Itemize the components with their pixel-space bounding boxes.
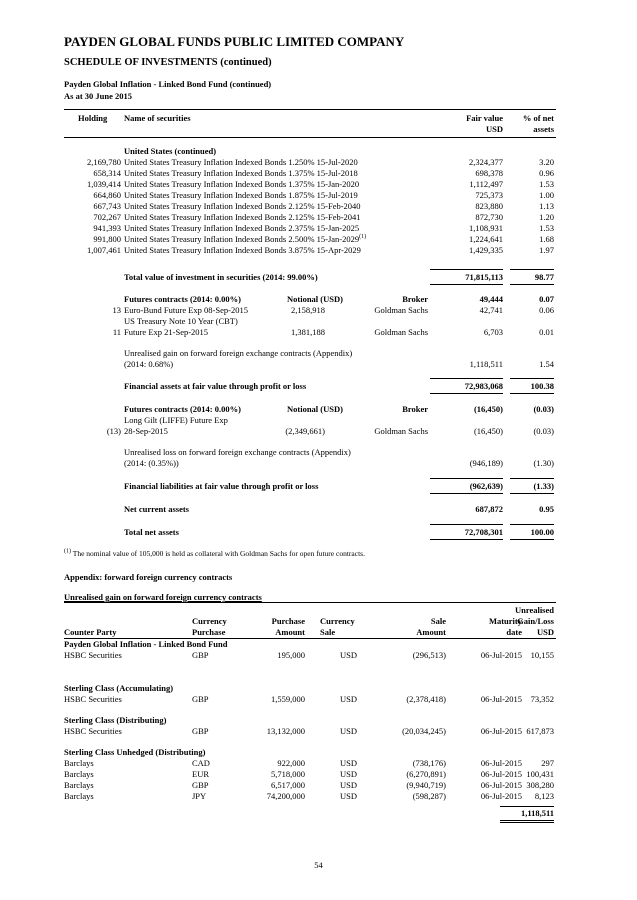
fair-value: (16,450) (473, 426, 503, 436)
fair-value: 2,324,377 (469, 157, 503, 167)
maturity-date: 06-Jul-2015 (480, 791, 522, 801)
hdr-gain-3: USD (536, 627, 554, 637)
unrealised-gain-line1: Unrealised gain on forward foreign exchange contracts (Appendix) (124, 348, 353, 358)
header-rule-top (64, 109, 556, 110)
pct-net-assets: 1.20 (539, 212, 554, 222)
net-current-label: Net current assets (124, 504, 189, 514)
fair-value: 872,730 (475, 212, 503, 222)
rule (500, 822, 554, 823)
security-name: United States Treasury Inflation Indexed Bonds 1.375% 15-Jul-2018 (124, 168, 358, 178)
broker-name: Goldman Sachs (374, 327, 428, 337)
fair-value: 1,108,931 (469, 223, 503, 233)
pct-net-assets: 0.06 (539, 305, 554, 315)
sale-amount: (2,378,418) (406, 694, 446, 704)
net-current-fv: 687,872 (475, 504, 503, 514)
security-name: United States Treasury Inflation Indexed Bonds 2.125% 15-Feb-2040 (124, 201, 361, 211)
unrealised-gain-pct: 1.54 (539, 359, 554, 369)
col-fair-value-unit: USD (485, 124, 503, 134)
maturity-date: 06-Jul-2015 (480, 726, 522, 736)
footnote-text: The nominal value of 105,000 is held as collateral with Goldman Sachs for open future contracts. (71, 549, 365, 558)
currency-sale: USD (340, 650, 358, 660)
broker-name: Goldman Sachs (374, 426, 428, 436)
maturity-date: 06-Jul-2015 (480, 780, 522, 790)
security-name: United States Treasury Inflation Indexed Bonds 1.875% 15-Jul-2019 (124, 190, 358, 200)
total-investment-label: Total value of investment in securities (2014: 99.00%) (124, 272, 318, 282)
fair-value: 42,741 (479, 305, 503, 315)
maturity-date: 06-Jul-2015 (480, 650, 522, 660)
group-title: Sterling Class (Distributing) (64, 715, 167, 725)
rule (510, 284, 554, 285)
sale-amount: (9,940,719) (406, 780, 446, 790)
fair-value: 1,429,335 (469, 245, 503, 255)
hdr-sale-amount-2: Amount (416, 627, 446, 637)
counterparty: HSBC Securities (64, 694, 122, 704)
rule (510, 493, 554, 494)
currency-sale: USD (340, 758, 358, 768)
currency-purchase: GBP (192, 694, 209, 704)
broker-name: Goldman Sachs (374, 305, 428, 315)
futures-assets-pct: 0.07 (539, 294, 554, 304)
rule (430, 539, 503, 540)
rule (430, 269, 503, 270)
purchase-amount: 6,517,000 (271, 780, 305, 790)
maturity-date: 06-Jul-2015 (480, 694, 522, 704)
pct-net-assets: 1.53 (539, 223, 554, 233)
rule (430, 393, 503, 394)
pct-net-assets: 1.53 (539, 179, 554, 189)
col-pct: % of net (522, 113, 554, 123)
financial-liabilities-label: Financial liabilities at fair value through profit or loss (124, 481, 319, 491)
sale-amount: (598,287) (412, 791, 446, 801)
rule (430, 524, 503, 525)
unrealised-gain: 297 (541, 758, 554, 768)
pct-net-assets: 1.68 (539, 234, 554, 244)
appendix-subtitle: Unrealised gain on forward foreign currency contracts (64, 592, 262, 602)
total-net-label: Total net assets (124, 527, 179, 537)
unrealised-gain: 617,873 (526, 726, 554, 736)
unrealised-gain: 100,431 (526, 769, 554, 779)
counterparty: Barclays (64, 780, 94, 790)
purchase-amount: 5,718,000 (271, 769, 305, 779)
fair-value: 725,373 (475, 190, 503, 200)
futures-liab-fv: (16,450) (473, 404, 503, 414)
rule (510, 478, 554, 479)
fair-value: 6,703 (483, 327, 503, 337)
purchase-amount: 13,132,000 (266, 726, 305, 736)
future-name: US Treasury Note 10 Year (CBT) (124, 316, 238, 326)
appendix-title: Appendix: forward foreign currency contracts (64, 572, 233, 582)
total-investment-fv: 71,815,113 (465, 272, 503, 282)
rule (430, 284, 503, 285)
sale-amount: (20,034,245) (402, 726, 446, 736)
currency-purchase: JPY (192, 791, 207, 801)
holding-value: 658,314 (93, 168, 121, 178)
as-at-date: As at 30 June 2015 (64, 91, 133, 101)
rule (430, 493, 503, 494)
hdr-maturity-2: date (506, 627, 522, 637)
col-fair-value: Fair value (466, 113, 503, 123)
fund-title: Payden Global Inflation - Linked Bond Fund (continued) (64, 79, 272, 89)
unrealised-loss-pct: (1.30) (533, 458, 554, 468)
maturity-date: 06-Jul-2015 (480, 758, 522, 768)
sale-amount: (296,513) (412, 650, 446, 660)
futures-liab-label: Futures contracts (2014: 0.00%) (124, 404, 241, 414)
unrealised-gain: 308,280 (526, 780, 554, 790)
col-name: Name of securities (124, 113, 191, 123)
unrealised-gain-fv: 1,118,511 (469, 359, 503, 369)
currency-purchase: EUR (192, 769, 209, 779)
hdr-cur-sale-1: Currency (320, 616, 355, 626)
futures-assets-fv: 49,444 (479, 294, 503, 304)
rule (510, 269, 554, 270)
group-title: Sterling Class (Accumulating) (64, 683, 174, 693)
hdr-cur-sale-2: Sale (320, 627, 336, 637)
pct-net-assets: 0.96 (539, 168, 554, 178)
sale-amount: (738,176) (412, 758, 446, 768)
financial-assets-label: Financial assets at fair value through profit or loss (124, 381, 307, 391)
unrealised-loss-line2: (2014: (0.35%)) (124, 458, 179, 468)
rule (510, 524, 554, 525)
holding-value: 2,169,780 (87, 157, 121, 167)
net-current-pct: 0.95 (539, 504, 554, 514)
unrealised-loss-fv: (946,189) (469, 458, 503, 468)
pct-net-assets: 1.13 (539, 201, 554, 211)
holding-value: 1,039,414 (87, 179, 121, 189)
rule (430, 378, 503, 379)
future-name: Future Exp 21-Sep-2015 (124, 327, 209, 337)
notional-value: 2,158,918 (291, 305, 325, 315)
security-name-with-note (124, 234, 366, 245)
pct-net-assets: 1.97 (539, 245, 554, 255)
counterparty: Barclays (64, 769, 94, 779)
hdr-gain-2: Gain/Loss (517, 616, 554, 626)
notional-value: 1,381,188 (291, 327, 325, 337)
unrealised-gain: 8,123 (534, 791, 554, 801)
security-name: United States Treasury Inflation Indexed Bonds 1.250% 15-Jul-2020 (124, 157, 358, 167)
futures-liab-broker-header: Broker (402, 404, 428, 414)
appendix-rule-top (64, 602, 556, 603)
future-name: Long Gilt (LIFFE) Future Exp (124, 415, 228, 425)
rule (500, 806, 554, 807)
hdr-cur-purchase-2: Purchase (192, 627, 226, 637)
currency-sale: USD (340, 769, 358, 779)
unrealised-gain: 73,352 (530, 694, 554, 704)
counterparty: HSBC Securities (64, 726, 122, 736)
futures-broker-header: Broker (402, 294, 428, 304)
futures-notional-header: Notional (USD) (287, 294, 343, 304)
future-name: Euro-Bund Future Exp 08-Sep-2015 (124, 305, 248, 315)
currency-purchase: GBP (192, 780, 209, 790)
financial-liabilities-pct: (1.33) (533, 481, 554, 491)
rule (510, 539, 554, 540)
rule (510, 393, 554, 394)
currency-purchase: GBP (192, 726, 209, 736)
pct-net-assets: (0.03) (533, 426, 554, 436)
fair-value: 823,880 (475, 201, 503, 211)
header-rule-bottom (64, 137, 556, 138)
financial-assets-pct: 100.38 (530, 381, 554, 391)
fair-value: 1,112,497 (469, 179, 503, 189)
currency-sale: USD (340, 791, 358, 801)
holding-value: 991,800 (93, 234, 121, 244)
total-net-fv: 72,708,301 (464, 527, 503, 537)
holding-value: 702,267 (93, 212, 121, 222)
pct-net-assets: 1.00 (539, 190, 554, 200)
purchase-amount: 74,200,000 (266, 791, 305, 801)
maturity-date: 06-Jul-2015 (480, 769, 522, 779)
currency-sale: USD (340, 694, 358, 704)
unrealised-loss-line1: Unrealised loss on forward foreign exchange contracts (Appendix) (124, 447, 351, 457)
footnote-ref: (1) (359, 234, 367, 241)
currency-sale: USD (340, 726, 358, 736)
purchase-amount: 1,559,000 (271, 694, 305, 704)
counterparty: Barclays (64, 791, 94, 801)
future-name: 28-Sep-2015 (124, 426, 168, 436)
counterparty: Barclays (64, 758, 94, 768)
futures-liab-pct: (0.03) (533, 404, 554, 414)
holding-value: 11 (112, 327, 121, 337)
purchase-amount: 922,000 (277, 758, 305, 768)
schedule-title: SCHEDULE OF INVESTMENTS (continued) (64, 57, 272, 68)
currency-purchase: GBP (192, 650, 209, 660)
holding-value: 1,007,461 (87, 245, 121, 255)
holding-value: (13) (106, 426, 121, 436)
group-title: Payden Global Inflation - Linked Bond Fund (64, 639, 228, 649)
holding-value: 664,860 (93, 190, 121, 200)
col-pct-unit: assets (533, 124, 554, 134)
fair-value: 1,224,641 (469, 234, 503, 244)
pct-net-assets: 0.01 (539, 327, 554, 337)
holding-value: 667,743 (93, 201, 121, 211)
hdr-maturity-1: Maturity (488, 616, 522, 626)
footnote (64, 549, 365, 558)
footnote-mark: (1) (64, 548, 71, 555)
financial-assets-fv: 72,983,068 (464, 381, 503, 391)
futures-liab-notional-header: Notional (USD) (287, 404, 343, 414)
security-name: United States Treasury Inflation Indexed Bonds 3.875% 15-Apr-2029 (124, 245, 361, 255)
section-united-states: United States (continued) (124, 146, 217, 156)
hdr-cur-purchase-1: Currency (192, 616, 227, 626)
financial-liabilities-fv: (962,639) (469, 481, 503, 491)
holding-value: 13 (112, 305, 121, 315)
holding-value: 941,393 (93, 223, 121, 233)
hdr-purchase-amount-1: Purchase (271, 616, 305, 626)
rule (430, 478, 503, 479)
security-name: United States Treasury Inflation Indexed Bonds 2.125% 15-Feb-2041 (124, 212, 361, 222)
page-number: 54 (314, 860, 323, 870)
notional-value: (2,349,661) (285, 426, 325, 436)
total-investment-pct: 98.77 (534, 272, 554, 282)
sale-amount: (6,270,891) (406, 769, 446, 779)
col-holding: Holding (78, 113, 108, 123)
currency-sale: USD (340, 780, 358, 790)
hdr-sale-amount-1: Sale (430, 616, 446, 626)
unrealised-gain: 10,155 (530, 650, 554, 660)
fair-value: 698,378 (475, 168, 503, 178)
hdr-purchase-amount-2: Amount (275, 627, 305, 637)
security-name: United States Treasury Inflation Indexed Bonds 2.375% 15-Jan-2025 (124, 223, 360, 233)
currency-purchase: CAD (192, 758, 210, 768)
counterparty: HSBC Securities (64, 650, 122, 660)
pct-net-assets: 3.20 (539, 157, 554, 167)
purchase-amount: 195,000 (277, 650, 305, 660)
hdr-counterparty: Counter Party (64, 627, 117, 637)
company-title: PAYDEN GLOBAL FUNDS PUBLIC LIMITED COMPANY (64, 34, 405, 49)
hdr-gain-1: Unrealised (514, 605, 554, 615)
unrealised-gain-line2: (2014: 0.68%) (124, 359, 174, 369)
group-title: Sterling Class Unhedged (Distributing) (64, 747, 206, 757)
security-name: United States Treasury Inflation Indexed Bonds 2.500% 15-Jan-2029 (124, 234, 360, 244)
appendix-total: 1,118,511 (520, 808, 554, 818)
security-name: United States Treasury Inflation Indexed Bonds 1.375% 15-Jan-2020 (124, 179, 360, 189)
total-net-pct: 100.00 (530, 527, 554, 537)
rule (500, 820, 554, 821)
rule (510, 378, 554, 379)
futures-assets-label: Futures contracts (2014: 0.00%) (124, 294, 241, 304)
